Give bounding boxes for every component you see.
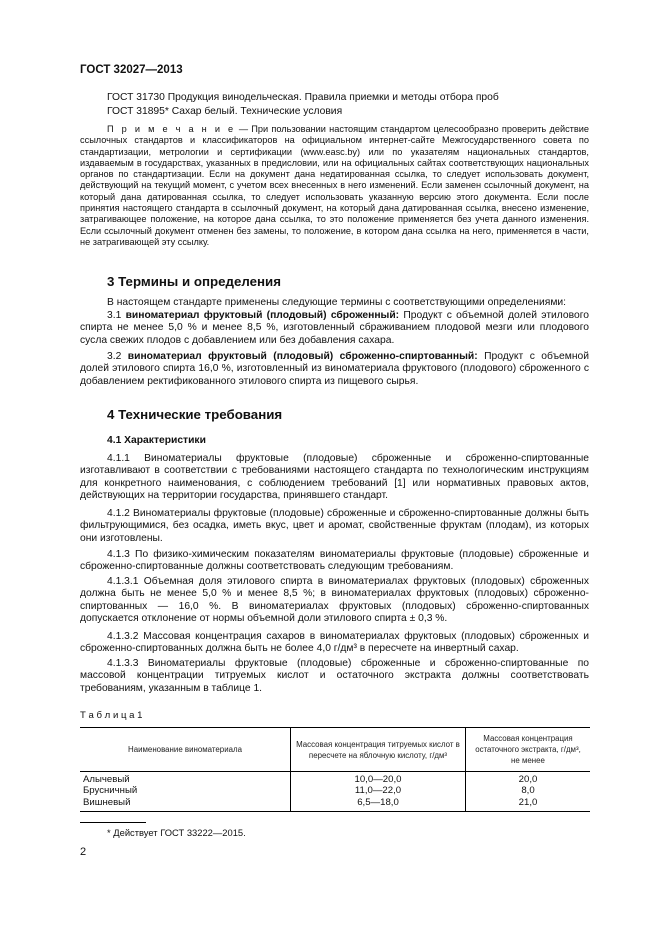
section-4-title: 4 Технические требования (107, 407, 283, 422)
term-3-2-term: виноматериал фруктовый (плодовый) сброженно-спиртованный: (127, 351, 478, 362)
section-3-title: 3 Термины и определения (107, 274, 281, 289)
acid-vishnevyi: 6,5—18,0 (357, 796, 399, 808)
header-name: Наименование виноматериала (128, 745, 242, 754)
table-body-row (80, 772, 590, 812)
extract-brusnichnyi: 8,0 (521, 785, 535, 797)
reference-gost-31730: ГОСТ 31730 Продукция винодельческая. Правила приемки и методы отбора проб (107, 92, 499, 103)
extracts-cell (466, 772, 591, 812)
table-caption: Т а б л и ц а 1 (80, 710, 143, 721)
name-alychevyi: Алычевый (83, 774, 130, 785)
footnote: * Действует ГОСТ 33222—2015. (107, 827, 246, 838)
document-header: ГОСТ 32027—2013 (80, 64, 183, 76)
paragraph-4-1-3-3: 4.1.3.3 Виноматериалы фруктовые (плодовые) сброженные и сброженно-спиртованные по массовой концентрации титруемых кислот и остаточного экстракта должны соответствовать требованиям, указанным в таблице 1. (80, 658, 589, 694)
section-3-intro: В настоящем стандарте применены следующие термины с соответствующими определениями: (107, 297, 567, 308)
paragraph-4-1-1: 4.1.1 Виноматериалы фруктовые (плодовые) сброженные и сброженно-спиртованные изготавливают в соответствии с требованиями настоящего стандарта по технологическим инструкциям для конкретного наименования, с соблюдением требований [1] или нормативных правовых актов, действующих на территории государства, принявшего стандарт. (80, 453, 589, 501)
paragraph-4-1-2: 4.1.2 Виноматериалы фруктовые (плодовые) сброженные и сброженно-спиртованные должны быть фильтрующимися, без осадка, иметь вкус, цвет и аромат, свойственные фруктам (плодам), из которых они изготовлены. (80, 508, 589, 544)
acids-cell (291, 772, 466, 812)
page-number: 2 (80, 846, 87, 858)
table-header-row (80, 728, 590, 772)
acid-alychevyi: 10,0—20,0 (354, 774, 402, 785)
paragraph-4-1-3-1: 4.1.3.1 Объемная доля этилового спирта в виноматериалах фруктовых (плодовых) сброженных должна быть не менее 5,0 % и менее 8,5 %; в виноматериалах фруктовых (плодовых) сброженно-спиртованных — 16,0 %. В виноматериалах фруктовых (плодовых) сброженно-спиртованных допускается отклонение от нормы объемной доли этилового спирта ± 0,3 %. (80, 576, 589, 624)
term-3-1-number: 3.1 (107, 310, 126, 321)
footnote-rule (80, 822, 146, 823)
term-3-1 (80, 310, 589, 347)
reference-gost-31895: ГОСТ 31895* Сахар белый. Технические условия (107, 106, 343, 117)
term-3-2-number: 3.2 (107, 351, 128, 362)
extract-vishnevyi: 21,0 (518, 796, 538, 808)
acid-brusnichnyi: 11,0—22,0 (354, 785, 402, 797)
extract-alychevyi: 20,0 (518, 774, 538, 785)
term-3-2-definition: Продукт с объемной долей этилового спирта 16,0 %, изготовленный из виноматериала фруктового (плодового) сброженного с добавлением ректификованного этилового спирта из пищевого сырья. (80, 351, 589, 387)
header-acids: Массовая концентрация титруемых кислот в пересчете на яблочную кислоту, г/дм³ (291, 728, 466, 772)
name-brusnichnyi: Брусничный (83, 785, 138, 797)
subsection-4-1-title: 4.1 Характеристики (107, 435, 206, 446)
names-cell (80, 772, 291, 812)
term-3-2 (80, 351, 589, 388)
note-label: П р и м е ч а н и е (107, 124, 236, 134)
term-3-1-term: виноматериал фруктовый (плодовый) сброженный: (125, 310, 400, 321)
note-text: — При пользовании настоящим стандартом целесообразно проверить действие ссылочных стандартов и классификаторов на официальном интернет-сайте Межгосударственного совета по стандартизации, метрологии и сертификации (www.easc.by) или по указателям национальных стандартов, издаваемым в государствах, указанных в предисловии, или на официальных сайтах соответствующих национальных органов по стандартизации. Если на документ дана недатированная ссылка, то следует использовать документ, действующий на текущий момент, с учетом всех внесенных в него изменений. Если заменен ссылочный документ, на который дана датированная ссылка, то следует использовать указанную версию этого документа. Если после принятия настоящего стандарта в ссылочный документ, на который дана датированная ссылка, внесено изменение, затрагивающее положение, на которое дана ссылка, то это положение применяется без учета данного изменения. Если ссылочный документ отменен без замены, то положение, в котором дана ссылка на него, применяется в части, не затрагивающей эту ссылку. (80, 124, 589, 247)
table-1 (80, 727, 590, 812)
header-extract: Массовая концентрация остаточного экстракта, г/дм³, не менее (466, 728, 591, 772)
paragraph-4-1-3: 4.1.3 По физико-химическим показателям виноматериалы фруктовые (плодовые) сброженные и сброженно-спиртованные должны соответствовать следующим требованиям. (80, 549, 589, 573)
note-paragraph (80, 124, 589, 248)
name-vishnevyi: Вишневый (83, 796, 131, 808)
paragraph-4-1-3-2: 4.1.3.2 Массовая концентрация сахаров в виноматериалах фруктовых (плодовых) сброженных и сброженно-спиртованных должна быть не более 4,0 г/дм³ в пересчете на инвертный сахар. (80, 631, 589, 655)
term-3-1-definition: Продукт с объемной долей этилового спирта не менее 5,0 % и менее 8,5 %, изготовленный сбраживанием плодовой мезги или плодового сусла свежих плодов с добавлением или без добавления сахара. (80, 310, 589, 346)
